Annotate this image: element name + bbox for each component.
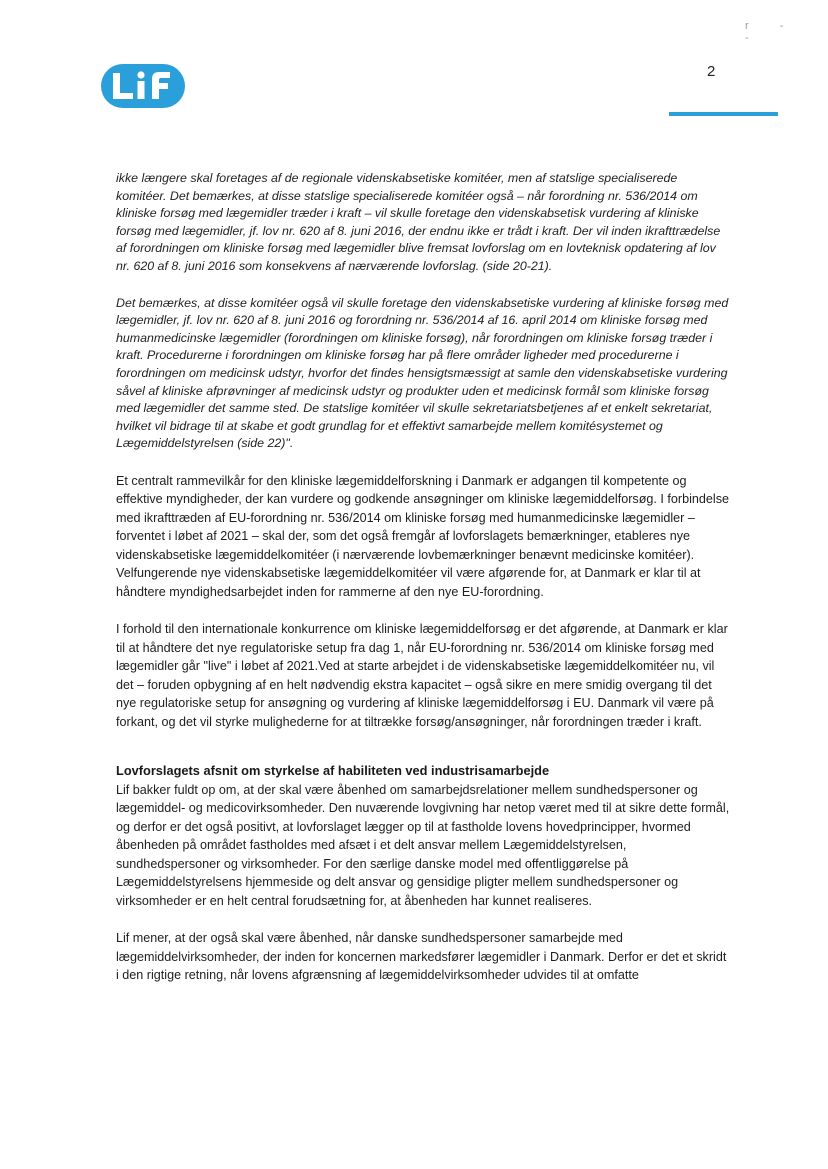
quoted-text: [116, 170, 730, 453]
body-paragraph: Lif bakker fuldt op om, at der skal være åbenhed om samarbejdsrelationer mellem sundhedspersoner og lægemiddel- og medicovirksomheder. Den nuværende lovgivning har netop været med til at sikre dette formål, og derfor er det også positivt, at lovforslaget lægger op til at fastholde lovens hovedprincipper, hvormed åbenheden på området fastholdes med afsæt i et delt ansvar mellem Lægemiddelstyrelsen, sundhedspersoner og virksomheder. For den særlige danske model med offentliggørelse på Lægemiddelstyrelsens hjemmeside og delt ansvar og gensidige pligter mellem sundhedspersoner og virksomheder er en helt central forudsætning for, at åbenheden har kunnet realiseres.: [116, 782, 730, 908]
letter-body: [116, 170, 730, 1004]
quote-paragraph: ikke længere skal foretages af de regionale videnskabsetiske komitéer, men af statslige specialiserede komitéer. Det bemærkes, at disse statslige specialiserede komitéer også – når forordning nr. 536/2014 om kliniske forsøg med lægemidler træder i kraft – vil skulle foretage den videnskabsetisk vurdering af kliniske forsøg med lægemidler, jf. lov nr. 620 af 8. juni 2016, der endnu ikke er trådt i kraft. Der vil inden ikrafttrædelse af forordningen om kliniske forsøg med lægemidler blive fremsat lovforslag om en lovteknisk opdatering af lov nr. 620 af 8. juni 2016 som konsekvens af nærværende lovforslag. (side 20-21).: [116, 171, 721, 273]
body-paragraph: I forhold til den internationale konkurrence om kliniske lægemiddelforsøg er det afgørende, at Danmark er klar til at håndtere det nye regulatoriske setup fra dag 1, når EU-forordning nr. 536/2014 om kliniske forsøg med lægemidler går "live" i løbet af 2021.Ved at starte arbejdet i de videnskabsetiske lægemiddelkomitéer nu, vil det – foruden opbygning af en helt nødvendig ekstra kapacitet – også sikre en mere smidig overgang til det nye regulatoriske setup for ansøgning og vurdering af kliniske lægemiddelforsøg i EU. Danmark vil være på forkant, og det vil styrke mulighederne for at tiltrække forsøg/ansøgninger, når forordningen træder i kraft.: [116, 622, 728, 729]
section-heading: Lovforslagets afsnit om styrkelse af habiliteten ved industrisamarbejde: [116, 763, 550, 779]
header-accent-line: [669, 112, 778, 116]
page-number: 2: [707, 63, 716, 80]
body-paragraph: Lif mener, at der også skal være åbenhed, når danske sundhedspersoner samarbejde med lægemiddelvirksomheder, der inden for koncernen markedsfører lægemidler i Danmark. Derfor er det et skridt i den rigtige retning, når lovens afgrænsning af lægemiddelvirksomheder udvides til at omfatte: [116, 931, 727, 983]
lif-logo: [100, 63, 186, 109]
body-paragraph: Et centralt rammevilkår for den kliniske lægemiddelforskning i Danmark er adgangen til kompetente og effektive myndigheder, der kan vurdere og godkende ansøgninger om kliniske lægemiddelforsøg. I forbindelse med ikrafttræden af EU-forordning nr. 536/2014 om kliniske forsøg med humanmedicinske lægemidler – forventet i løbet af 2021 – skal der, som det også fremgår af lovforslagets bemærkninger, etableres nye videnskabsetiske lægemiddelkomitéer (i nærværende lovbemærkninger benævnt medicinske komitéer). Velfungerende nye videnskabsetiske lægemiddelkomitéer vil være afgørende for, at Danmark er klar til at håndtere myndighedsarbejdet inden for rammerne af den nye EU-forordning.: [116, 473, 730, 599]
quote-paragraph: Det bemærkes, at disse komitéer også vil skulle foretage den videnskabsetiske vurdering af kliniske forsøg med lægemidler, jf. lov nr. 620 af 8. juni 2016 og forordning nr. 536/2014 af 16. april 2014 om kliniske forsøg med humanmedicinske lægemidler (forordningen om kliniske forsøg), når forordningen om kliniske forsøg træder i kraft. Procedurerne i forordningen om kliniske forsøg har på flere områder ligheder med procedurerne i forordningen om medicinsk udstyr, hvorfor det findes hensigtsmæssigt at samle den videnskabsetiske vurdering såvel af kliniske afprøvninger af medicinsk udstyr og produkter uden et medicinsk formål som kliniske forsøg med lægemidler det samme sted. De statslige komitéer vil skulle sekretariatsbetjenes af et enkelt sekretariat, hvilket vil bidrage til at skabe et godt grundlag for et effektivt samarbejde mellem komitésystemet og Lægemiddelstyrelsen (side 22)".: [116, 295, 729, 451]
body-section-1: [116, 472, 730, 732]
scan-corner-marks: r - -: [745, 20, 798, 44]
body-section-2: [116, 781, 730, 985]
